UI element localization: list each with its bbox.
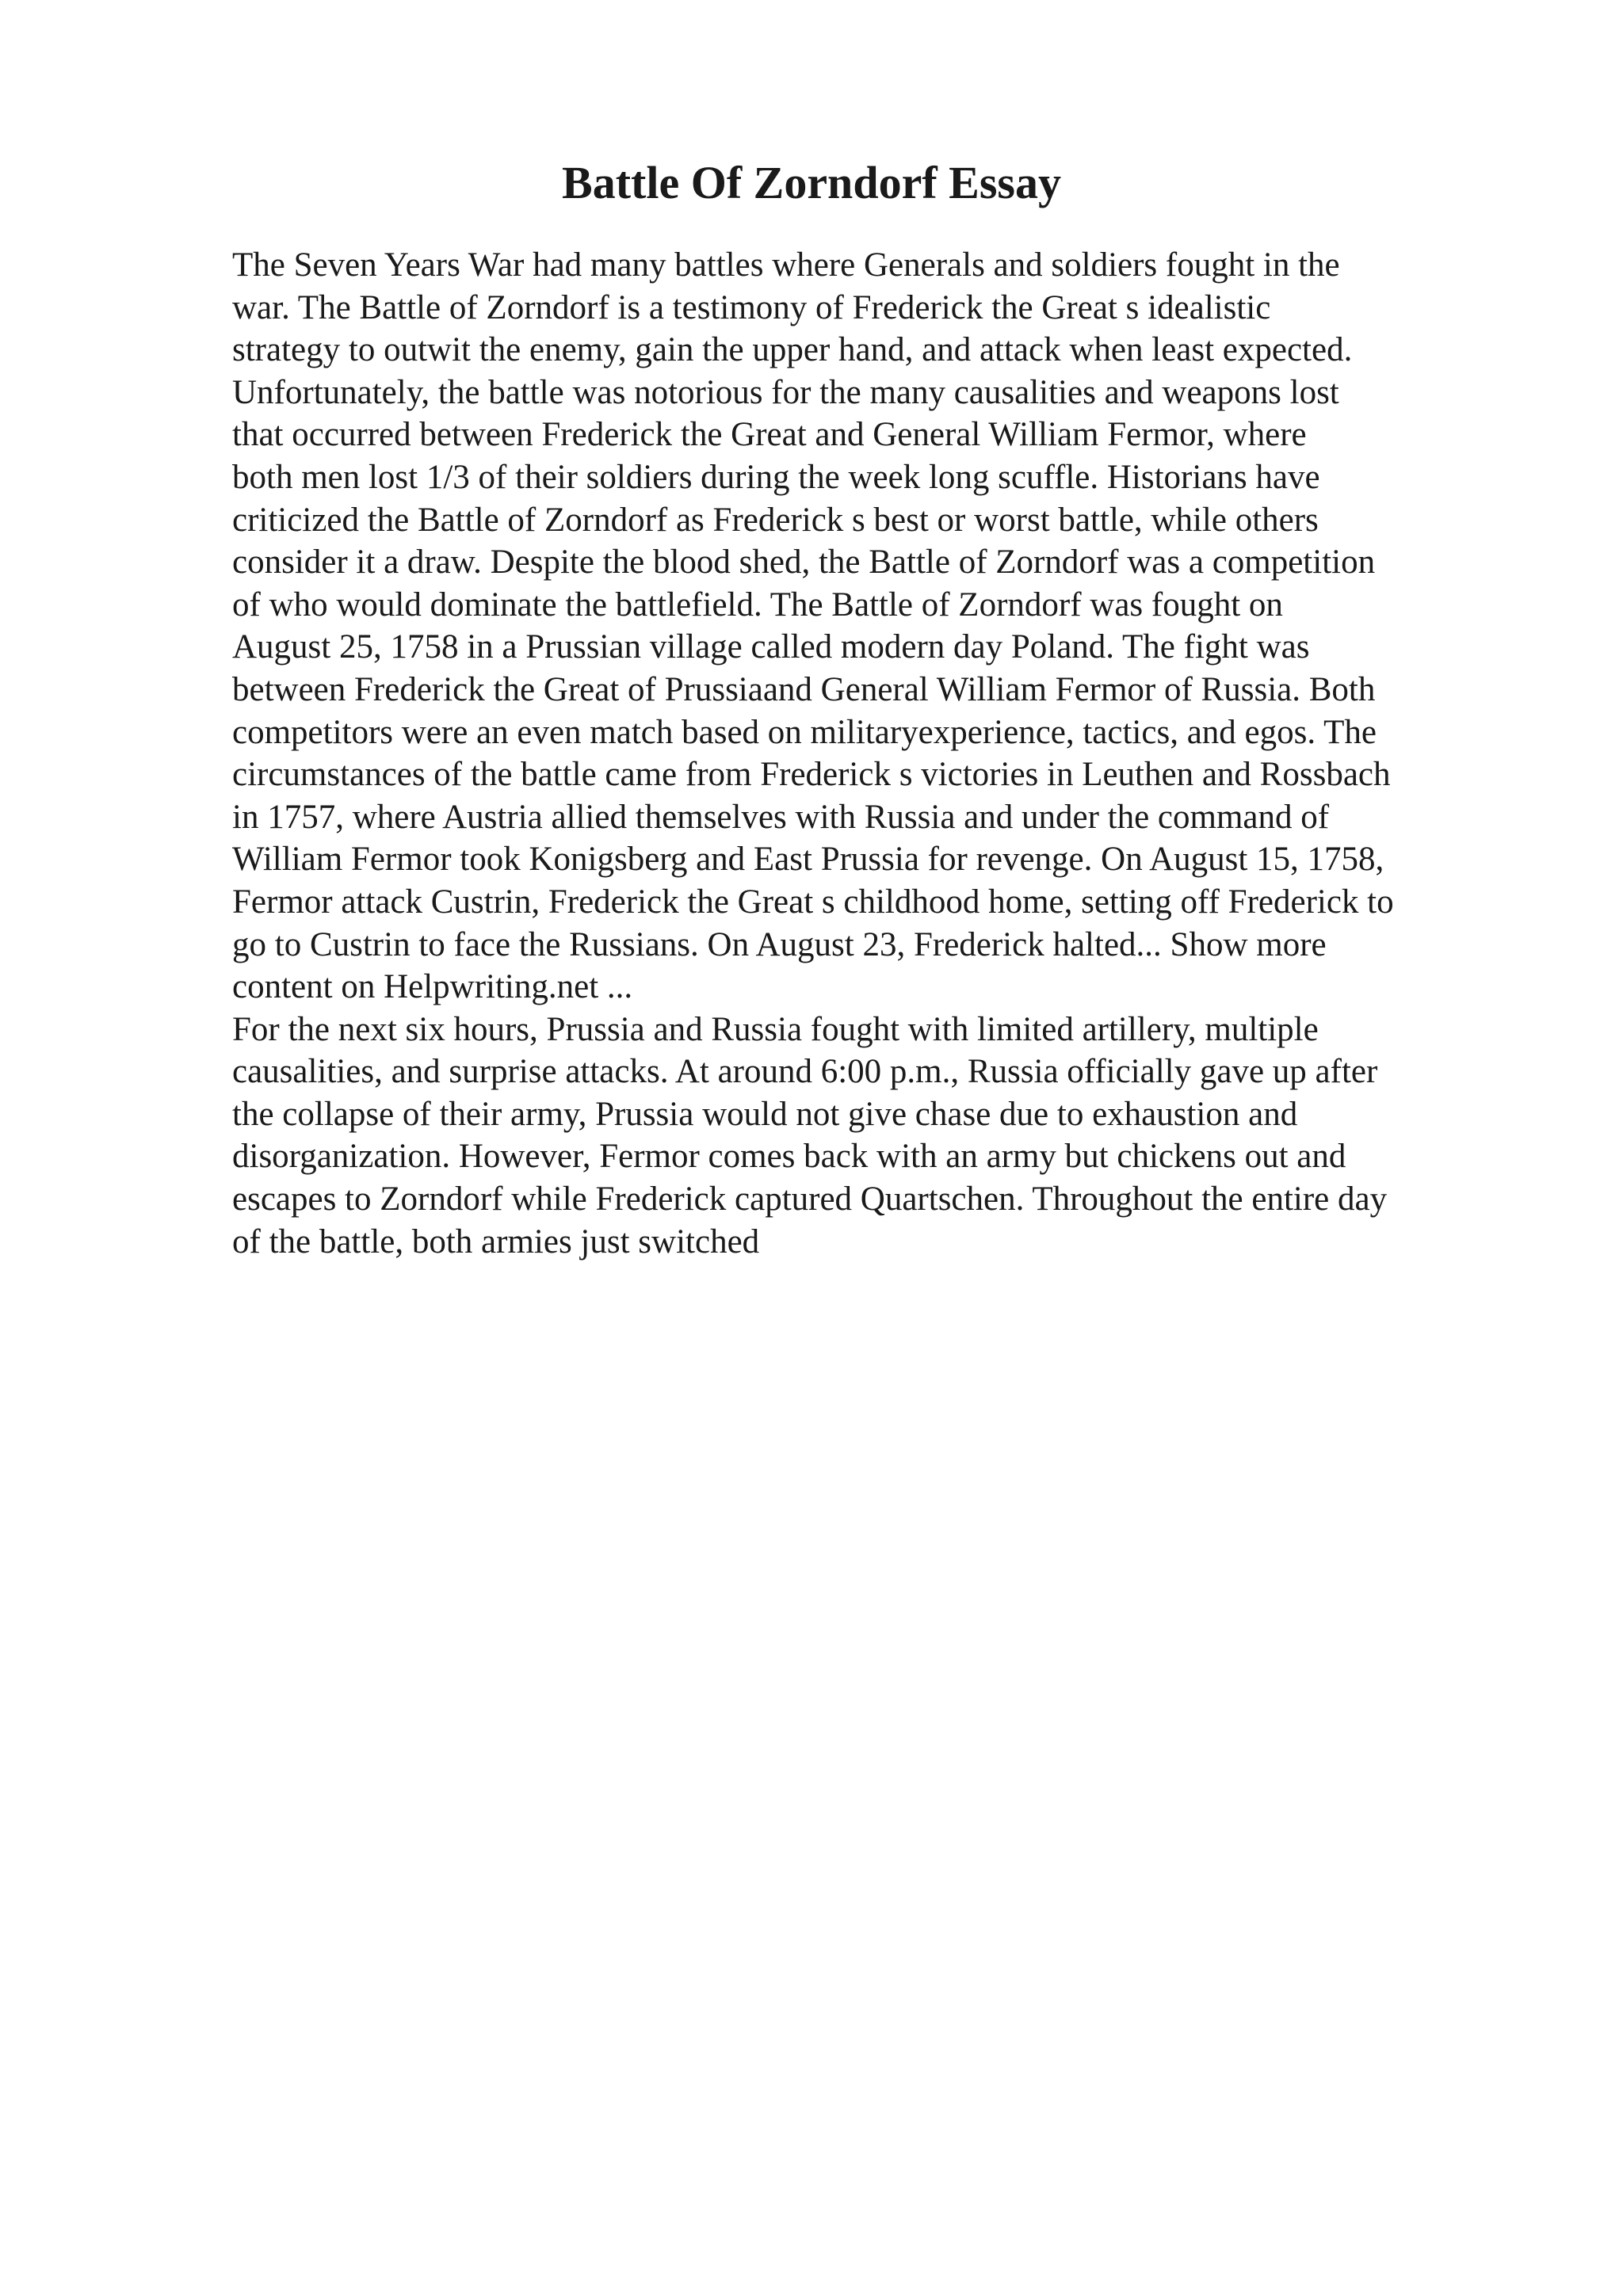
essay-line-7: criticized the Battle of Zorndorf as Frederick s best or worst battle, while others [232, 501, 1319, 539]
essay-line-1: The Seven Years War had many battles where Generals and soldiers fought in the [232, 246, 1340, 284]
essay-line-6: both men lost 1/3 of their soldiers during the week long scuffle. Historians have [232, 458, 1320, 496]
essay-line-24: of the battle, both armies just switched [232, 1222, 760, 1261]
essay-line-9: of who would dominate the battlefield. The Battle of Zorndorf was fought on [232, 585, 1283, 624]
essay-line-3: strategy to outwit the enemy, gain the upper hand, and attack when least expected. [232, 331, 1353, 369]
essay-line-19: For the next six hours, Prussia and Russia fought with limited artillery, multiple [232, 1010, 1319, 1048]
essay-line-14: in 1757, where Austria allied themselves with Russia and under the command of [232, 798, 1330, 836]
essay-line-13: circumstances of the battle came from Frederick s victories in Leuthen and Rossbach [232, 756, 1391, 794]
essay-line-17: go to Custrin to face the Russians. On August 23, Frederick halted... Show more [232, 925, 1327, 963]
essay-line-18: content on Helpwriting.net ... [232, 968, 633, 1006]
essay-line-12: competitors were an even match based on militaryexperience, tactics, and egos. The [232, 713, 1377, 751]
essay-line-21: the collapse of their army, Prussia would not give chase due to exhaustion and [232, 1095, 1298, 1133]
essay-line-22: disorganization. However, Fermor comes back with an army but chickens out and [232, 1138, 1346, 1176]
essay-line-2: war. The Battle of Zorndorf is a testimony of Frederick the Great s idealistic [232, 288, 1271, 326]
essay-line-11: between Frederick the Great of Prussiaand General William Fermor of Russia. Both [232, 670, 1376, 708]
essay-line-15: William Fermor took Konigsberg and East Prussia for revenge. On August 15, 1758, [232, 841, 1384, 879]
essay-line-16: Fermor attack Custrin, Frederick the Great s childhood home, setting off Frederick to [232, 883, 1394, 921]
essay-line-8: consider it a draw. Despite the blood shed, the Battle of Zorndorf was a competition [232, 543, 1376, 582]
essay-body [232, 244, 1500, 1263]
essay-line-20: causalities, and surprise attacks. At around 6:00 p.m., Russia officially gave up after [232, 1053, 1378, 1091]
essay-line-4: Unfortunately, the battle was notorious for the many causalities and weapons lost [232, 373, 1339, 411]
essay-line-5: that occurred between Frederick the Great and General William Fermor, where [232, 416, 1307, 454]
essay-line-10: August 25, 1758 in a Prussian village called modern day Poland. The fight was [232, 628, 1310, 666]
page-title: Battle Of Zorndorf Essay [562, 157, 1061, 208]
essay-line-23: escapes to Zorndorf while Frederick captured Quartschen. Throughout the entire day [232, 1180, 1388, 1219]
